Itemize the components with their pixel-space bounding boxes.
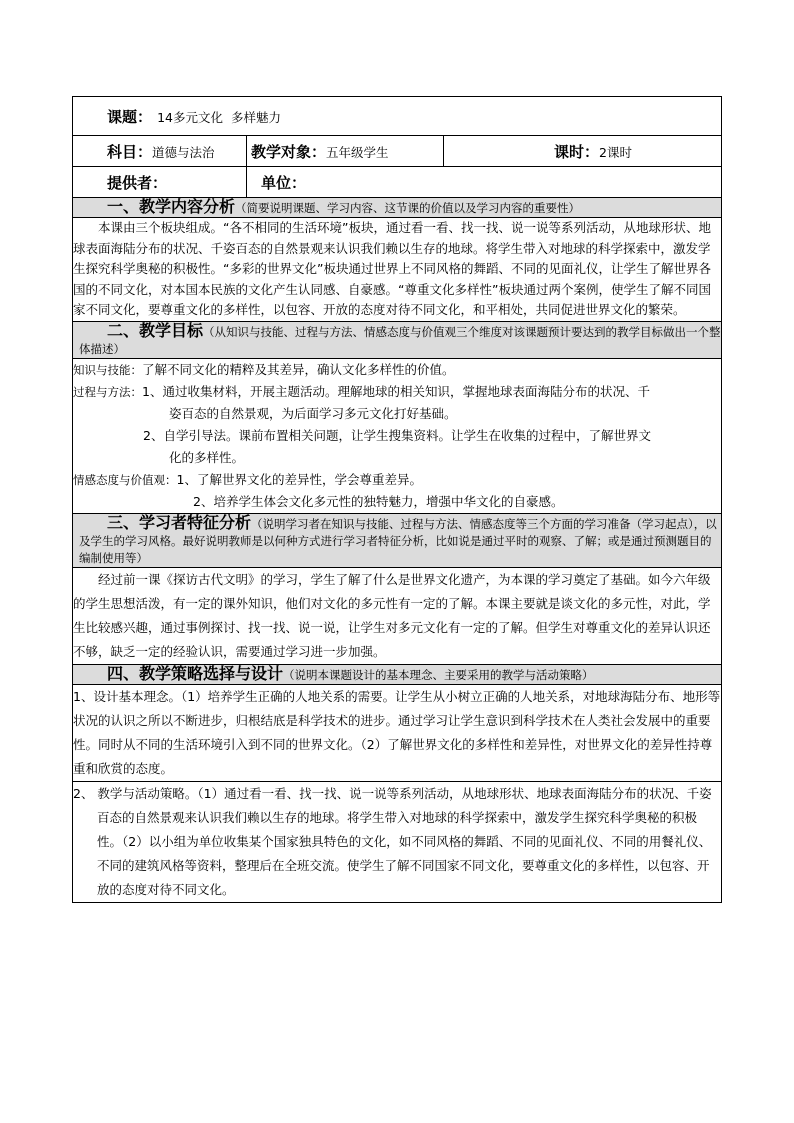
section-3-body: 经过前一课《探访古代文明》的学习，学生了解了什么是世界文化遗产，为本课的学习奠定了基础。如今六年级的学生思想活泼，有一定的课外知识，他们对文化的多元性有一定的了解。本课主要就是谈文化的多元性，对此，学生比较感兴趣，通过事例探讨、找一找、说一说，让学生对多元文化有一定的了解。但学生对尊重文化的差异认识还不够，缺乏一定的经验认识，需要通过学习进一步加强。 bbox=[73, 567, 722, 664]
emotion-label: 情感态度与价值观： bbox=[73, 472, 177, 487]
process-2-b: 化的多样性。 bbox=[169, 449, 245, 465]
section-3-heading: 三、学习者特征分析 bbox=[107, 512, 252, 532]
section-3-header bbox=[73, 513, 722, 567]
knowledge-label: 知识与技能： bbox=[73, 362, 142, 377]
section-1-body: 本课由三个板块组成。“各不相同的生活环境”板块，通过看一看、找一找、说一说等系列活动，从地球形状、地球表面海陆分布的状况、千姿百态的自然景观来认识我们赖以生存的地球。将学生带入对地球的科学探索中，激发学生探究科学奥秘的积极性。“多彩的世界文化”板块通过世界上不同风格的舞蹈、不同的见面礼仪，让学生了解世界各国的不同文化，对本国本民族的文化产生认同感、自豪感。“尊重文化多样性”板块通过两个案例，使学生了解不同国家不同文化，要尊重文化的多样性，以包容、开放的态度对待不同文化，和平相处，共同促进世界文化的繁荣。 bbox=[73, 218, 722, 322]
section-4-item-1-row bbox=[73, 684, 722, 781]
section-2-body-row bbox=[73, 358, 722, 513]
section-4-note: （说明本课题设计的基本理念、主要采用的教学与活动策略） bbox=[283, 667, 594, 682]
section-4-item-1: 1、设计基本理念。（1）培养学生正确的人地关系的需要。让学生从小树立正确的人地关系，对地球海陆分布、地形等状况的认识之所以不断进步，归根结底是科学技术的进步。通过学习让学生意识到科学技术在人类社会发展中的重要性。同时从不同的生活环境引入到不同的世界文化。（2）了解世界文化的多样性和差异性，对世界文化的差异性持尊重和欣赏的态度。 bbox=[73, 684, 722, 781]
section-1-body-row bbox=[73, 218, 722, 322]
section-1-heading: 一、教学内容分析 bbox=[107, 197, 236, 216]
topic-value: 14多元文化 多样魅力 bbox=[157, 109, 281, 125]
period-value: 2课时 bbox=[599, 144, 632, 160]
subject-value: 道德与法治 bbox=[152, 144, 215, 160]
section-4-item-2-row bbox=[73, 781, 722, 902]
topic-label: 课题： bbox=[107, 107, 153, 126]
lesson-plan-table bbox=[72, 96, 722, 903]
knowledge-text: 了解不同文化的精粹及其差异，确认文化多样性的价值。 bbox=[142, 361, 455, 377]
target-label: 教学对象： bbox=[251, 142, 327, 161]
knowledge-line bbox=[73, 359, 721, 381]
section-3-note: （说明学习者在知识与技能、过程与方法、情感态度等三个方面的学习准备（学习起点），以及学生的学习风格。最好说明教师是以何种方式进行学习者特征分析，比如说是通过平时的观察、了解；或是通过预测题目的编制使用等） bbox=[79, 516, 717, 565]
process-line-1 bbox=[73, 381, 721, 403]
process-1-a: 1、通过收集材料，开展主题活动。理解地球的相关知识，掌握地球表面海陆分布的状况、千 bbox=[142, 383, 650, 399]
unit-label: 单位： bbox=[261, 173, 307, 192]
process-1-b: 姿百态的自然景观，为后面学习多元文化打好基础。 bbox=[169, 405, 457, 421]
section-2-note: （从知识与技能、过程与方法、情感态度与价值观三个维度对该课题预计要达到的教学目标做出一个整体描述） bbox=[79, 324, 721, 356]
provider-label: 提供者： bbox=[107, 173, 168, 192]
subject-row bbox=[73, 136, 722, 167]
period-label: 课时： bbox=[554, 142, 600, 161]
emotion-1: 1、了解世界文化的差异性，学会尊重差异。 bbox=[176, 471, 422, 487]
section-4-heading: 四、教学策略选择与设计 bbox=[107, 663, 284, 683]
section-3-body-row bbox=[73, 567, 722, 664]
section-2-body bbox=[73, 358, 722, 513]
section-2-heading: 二、教学目标 bbox=[107, 320, 204, 340]
target-value: 五年级学生 bbox=[326, 144, 389, 160]
section-4-item-2-cell bbox=[73, 781, 722, 902]
topic-row bbox=[73, 97, 722, 136]
provider-row bbox=[73, 167, 722, 198]
section-4-header bbox=[73, 664, 722, 684]
emotion-2: 2、培养学生体会文化多元性的独特魅力，增强中华文化的自豪感。 bbox=[193, 493, 564, 509]
process-2-a: 2、自学引导法。课前布置相关问题，让学生搜集资料。让学生在收集的过程中，了解世界文 bbox=[143, 427, 651, 443]
emotion-line-1 bbox=[73, 469, 721, 491]
section-2-header bbox=[73, 321, 722, 358]
section-1-header bbox=[73, 198, 722, 218]
subject-label: 科目： bbox=[107, 142, 153, 161]
section-4-item-2: 2、 教学与活动策略。（1）通过看一看、找一找、说一说等系列活动，从地球形状、地球表面海陆分布的状况、千姿百态的自然景观来认识我们赖以生存的地球。将学生带入对地球的科学探索中，激发学生探究科学奥秘的积极性。（2）以小组为单位收集某个国家独具特色的文化，如不同风格的舞蹈、不同的见面礼仪、不同的用餐礼仪、不同的建筑风格等资料，整理后在全班交流。使学生了解不同国家不同文化，要尊重文化的多样性，以包容、开放的态度对待不同文化。 bbox=[73, 785, 712, 897]
section-1-note: （简要说明课题、学习内容、这节课的价值以及学习内容的重要性） bbox=[235, 201, 581, 215]
process-label: 过程与方法： bbox=[73, 384, 142, 399]
